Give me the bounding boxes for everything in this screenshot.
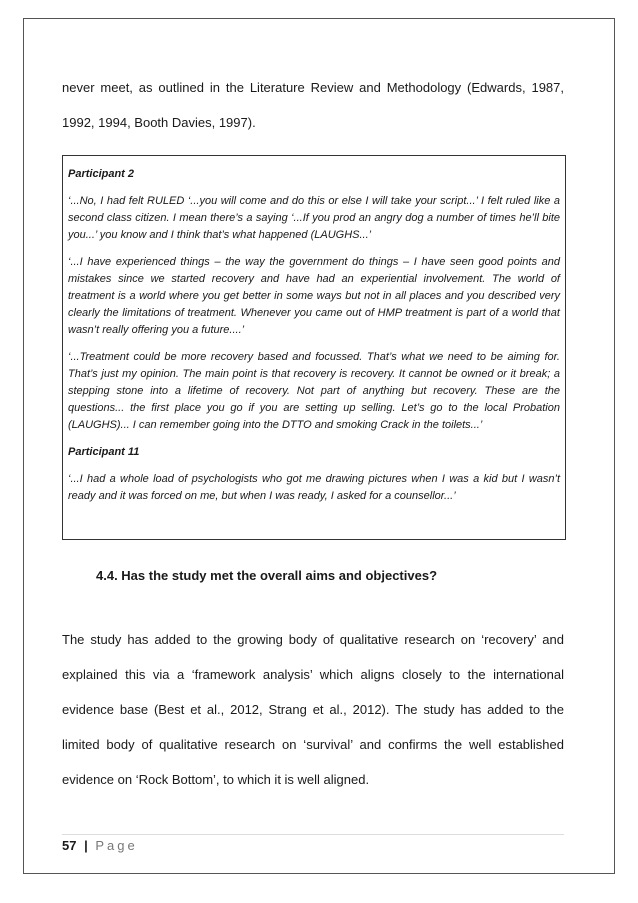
quote-text: ‘...I have experienced things – the way the government do things – I have seen good points and mistakes since we started recovery and have had an experiential involvement. The world of treatment is a world where you get better in some ways but not in all places and you described very clearly the limitations of treatment. Whenever you came out of HMP treatment is part of a world that wasn’t really offering you a future....’: [68, 256, 560, 336]
participant-label: Participant 2: [68, 168, 135, 180]
quote-text: ‘...No, I had felt RULED ‘...you will come and do this or else I will take your script...’ I felt ruled like a second class citizen. I mean there’s a saying ‘...If you prod an angry dog a number of times he’ll bite you...’ you know and I think that’s what happened (LAUGHS...’: [68, 195, 560, 241]
body-text: The study has added to the growing body of qualitative research on ‘recovery’ and explained this via a ‘framework analysis’ which aligns closely to the international evidence base (Best et al., 2012, Strang et al., 2012). The study has added to the limited body of qualitative research on ‘survival’ and confirms the well established evidence on ‘Rock Bottom’, to which it is well aligned.: [62, 632, 564, 787]
page-number: 57: [62, 838, 77, 853]
page-footer: [62, 838, 138, 853]
intro-paragraph: [62, 70, 564, 140]
intro-text: never meet, as outlined in the Literature Review and Methodology (Edwards, 1987, 1992, 1994, Booth Davies, 1997).: [62, 80, 564, 130]
page-label: Page: [95, 838, 138, 853]
body-paragraph: [62, 622, 564, 797]
footer-separator: |: [84, 838, 88, 853]
quote-text: ‘...Treatment could be more recovery based and focussed. That’s what we need to be aiming for. That’s just my opinion. The main point is that recovery is recovery. It cannot be owned or it break; a stepping stone into a lifetime of recovery. Not part of anything but recovery. These are the questions... the first place you go if you are setting up selling. Let’s go to the local Probation (LAUGHS)... I can remember going into the DTTO and smoking Crack in the toilets...’: [68, 351, 560, 431]
quote-text: ‘...I had a whole load of psychologists who got me drawing pictures when I was a kid but I wasn’t ready and it was forced on me, but when I was ready, I asked for a counsellor...’: [68, 473, 560, 502]
participant-label: Participant 11: [68, 446, 140, 458]
participant-quotes-box: [62, 155, 566, 540]
footer-divider: [62, 834, 564, 835]
section-heading: 4.4. Has the study met the overall aims and objectives?: [96, 568, 438, 583]
